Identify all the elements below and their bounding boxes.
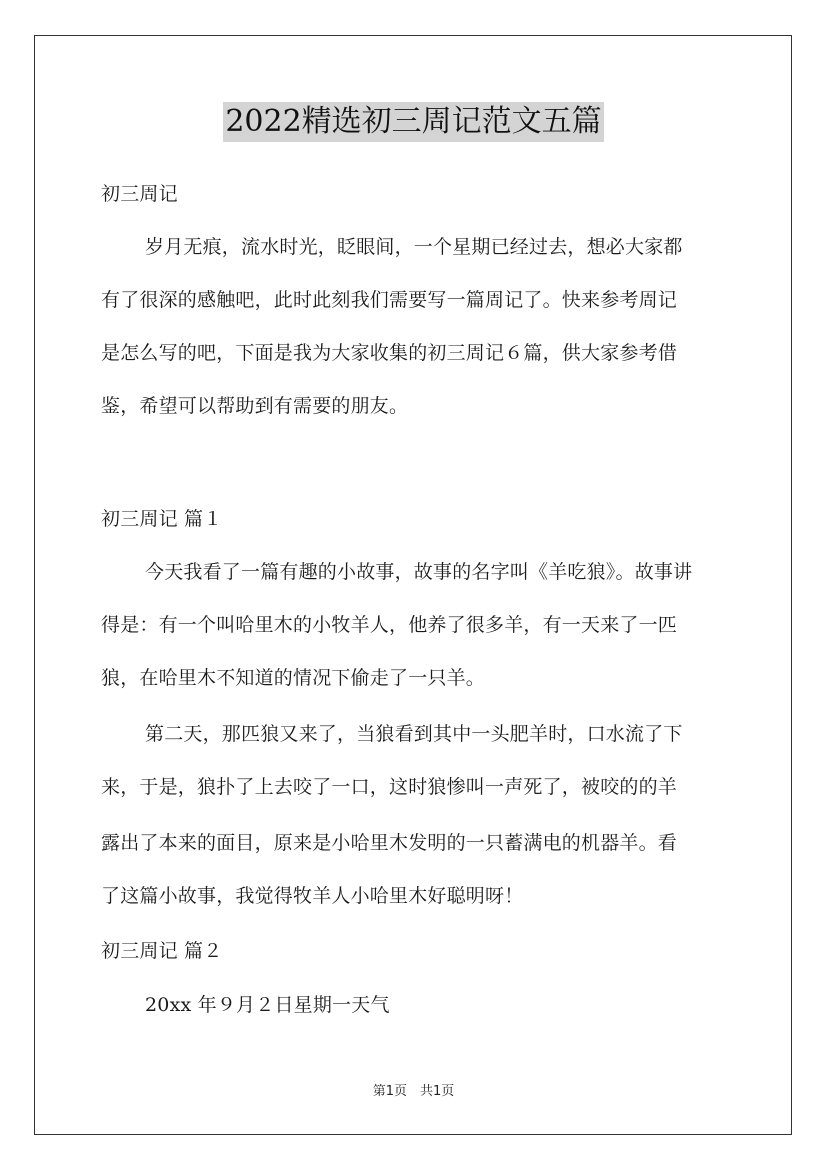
paragraph-line: 第二天，那匹狼又来了，当狼看到其中一头肥羊时，口水流了下 bbox=[145, 723, 683, 745]
paragraph-line: 了这篇小故事，我觉得牧羊人小哈里木好聪明呀！ bbox=[101, 885, 524, 907]
paragraph-line: 来，于是，狼扑了上去咬了一口，这时狼惨叫一声死了，被咬的的羊 bbox=[101, 776, 678, 798]
paragraph-line: 露出了本来的面目，原来是小哈里木发明的一只蓄满电的机器羊。看 bbox=[101, 832, 678, 854]
paragraph-line: 今天我看了一篇有趣的小故事，故事的名字叫《羊吃狼》。故事讲 bbox=[145, 561, 693, 583]
page-number-footer: 第1页 共1页 bbox=[372, 1084, 455, 1099]
title-container bbox=[0, 102, 827, 142]
section-heading: 初三周记 bbox=[101, 183, 178, 205]
paragraph-line: 岁月无痕，流水时光，眨眼间，一个星期已经过去，想必大家都 bbox=[145, 236, 683, 258]
paragraph-line: 得是：有一个叫哈里木的小牧羊人，他养了很多羊，有一天来了一匹 bbox=[101, 614, 678, 636]
section-heading: 初三周记 篇２ bbox=[101, 940, 223, 962]
paragraph-line: 鉴，希望可以帮助到有需要的朋友。 bbox=[101, 395, 409, 417]
paragraph-line: 是怎么写的吧，下面是我为大家收集的初三周记６篇，供大家参考借 bbox=[101, 342, 678, 364]
paragraph-line: 20xx 年９月２日星期一天气 bbox=[145, 994, 390, 1016]
section-heading: 初三周记 篇１ bbox=[101, 508, 223, 530]
paragraph-line: 狼，在哈里木不知道的情况下偷走了一只羊。 bbox=[101, 667, 486, 689]
paragraph-line: 有了很深的感触吧，此时此刻我们需要写一篇周记了。快来参考周记 bbox=[101, 289, 678, 311]
document-title: 2022精选初三周记范文五篇 bbox=[223, 102, 603, 142]
